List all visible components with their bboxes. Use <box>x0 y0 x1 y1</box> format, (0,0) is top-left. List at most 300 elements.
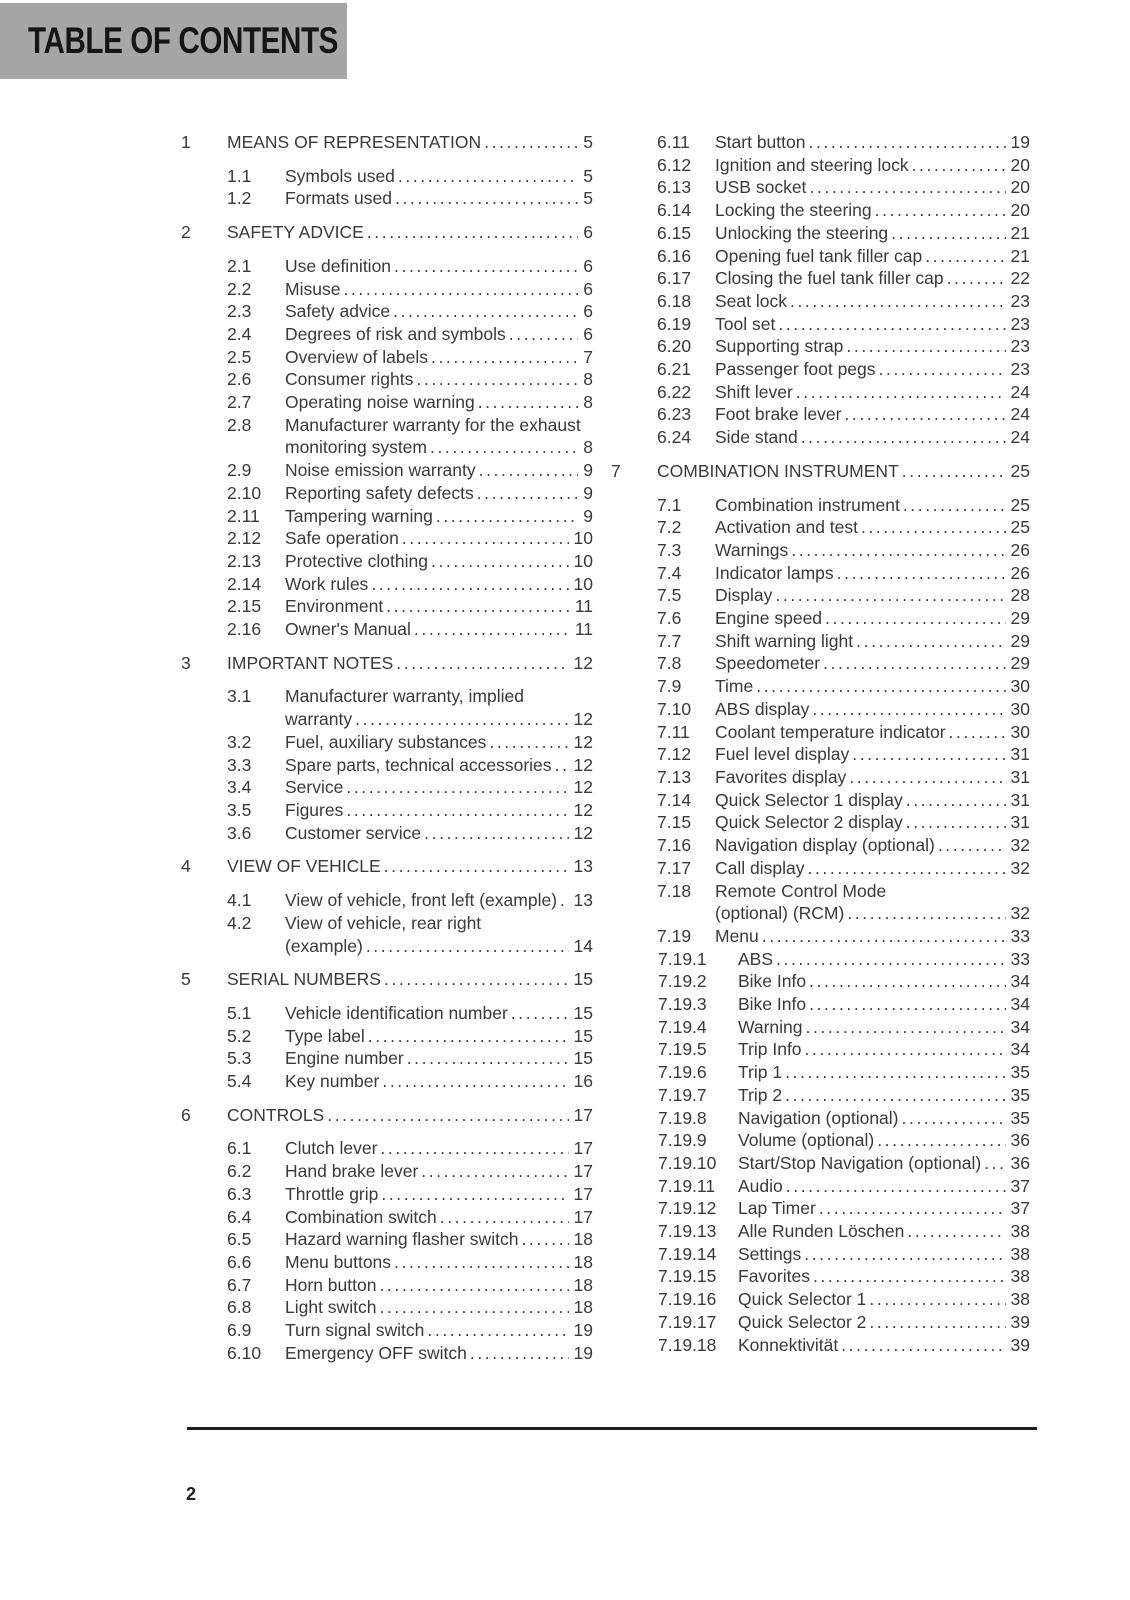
entry-number: 2.11 <box>227 505 260 526</box>
footer-rule <box>187 1427 1037 1430</box>
entry-title: Tampering warning <box>285 505 433 526</box>
entry-title: MEANS OF REPRESENTATION <box>227 132 482 152</box>
entry-title: Engine number <box>285 1048 404 1069</box>
dot-leader <box>823 652 1005 675</box>
toc-line <box>181 323 593 346</box>
toc-line <box>611 516 1030 539</box>
dot-leader <box>801 426 1006 449</box>
toc-line <box>611 426 1030 449</box>
toc-line <box>181 1342 593 1365</box>
dot-leader <box>807 857 1005 880</box>
entry-page: 35 <box>1010 1084 1030 1105</box>
entry-title: Closing the fuel tank filler cap <box>715 268 944 289</box>
toc-line <box>181 550 593 573</box>
toc-line <box>181 1070 593 1093</box>
toc-line <box>181 459 593 482</box>
toc-line <box>611 335 1030 358</box>
entry-number: 7.19.6 <box>658 1062 707 1083</box>
toc-entry-row <box>181 550 593 573</box>
toc-line <box>611 1084 1030 1107</box>
toc-entry-row <box>611 1152 1030 1175</box>
entry-title: Protective clothing <box>285 550 428 571</box>
toc-line <box>611 1129 1030 1152</box>
entry-title: Settings <box>738 1243 802 1264</box>
entry-title: Warnings <box>715 539 789 560</box>
entry-page: 25 <box>1010 494 1030 515</box>
toc-entry-row <box>611 1197 1030 1220</box>
entry-number: 7.19.17 <box>658 1311 717 1332</box>
entry-title: Operating noise warning <box>285 392 475 413</box>
page-header <box>0 3 347 79</box>
entry-number: 6.4 <box>227 1206 252 1227</box>
entry-page: 11 <box>574 619 593 640</box>
toc-line <box>611 460 1030 483</box>
entry-page: 23 <box>1010 290 1030 311</box>
toc-line <box>181 1047 593 1070</box>
toc-line <box>611 743 1030 766</box>
entry-title-continued: (optional) (RCM) <box>715 903 845 924</box>
entry-number: 2.13 <box>227 550 262 571</box>
entry-number: 6.6 <box>227 1251 252 1272</box>
entry-page: 8 <box>583 392 593 413</box>
dot-leader <box>394 1251 568 1274</box>
dot-leader <box>856 630 1005 653</box>
toc-line <box>611 1175 1030 1198</box>
toc-line <box>181 1002 593 1025</box>
entry-page: 34 <box>1010 1039 1030 1060</box>
dot-leader <box>846 335 1005 358</box>
toc-entry-row <box>611 721 1030 744</box>
entry-title: Vehicle identification number <box>285 1002 508 1023</box>
toc-line <box>611 811 1030 834</box>
entry-number: 7.5 <box>657 585 682 606</box>
entry-page: 12 <box>573 731 593 752</box>
entry-title: ABS display <box>715 698 810 719</box>
entry-number: 3 <box>181 652 191 673</box>
entry-number: 7.19 <box>657 925 692 946</box>
toc-entry-row <box>611 516 1030 539</box>
entry-page: 31 <box>1010 812 1030 833</box>
entry-title: Menu buttons <box>285 1251 392 1272</box>
entry-number: 7.14 <box>657 789 692 810</box>
entry-title: Throttle grip <box>285 1183 379 1204</box>
toc-entry-row <box>611 857 1030 880</box>
entry-number: 7.15 <box>657 812 692 833</box>
dot-leader <box>393 300 578 323</box>
toc-entry-row <box>611 970 1030 993</box>
entry-title: Indicator lamps <box>715 562 834 583</box>
entry-number: 6.5 <box>227 1229 252 1250</box>
dot-leader <box>384 968 569 991</box>
entry-number: 6.10 <box>227 1342 262 1363</box>
entry-title: Audio <box>738 1175 783 1196</box>
toc-entry-row <box>181 346 593 369</box>
toc-entry-row <box>611 789 1030 812</box>
dot-leader <box>379 1296 568 1319</box>
toc-column-right <box>611 131 1030 1356</box>
dot-leader <box>756 675 1005 698</box>
entry-page: 9 <box>583 482 593 503</box>
entry-title-continued: (example) <box>285 935 363 956</box>
entry-number: 6.2 <box>227 1161 252 1182</box>
entry-title: Unlocking the steering <box>715 222 889 243</box>
toc-entry-row <box>181 1274 593 1297</box>
entry-number: 2.16 <box>227 619 262 640</box>
entry-title: Call display <box>715 857 805 878</box>
toc-line <box>611 857 1030 880</box>
toc-entry-row <box>611 1084 1030 1107</box>
entry-title: Degrees of risk and symbols <box>285 323 506 344</box>
entry-title-continued: warranty <box>285 709 353 730</box>
toc-line <box>181 165 593 188</box>
entry-title: Horn button <box>285 1274 377 1295</box>
toc-line <box>181 391 593 414</box>
toc-line <box>611 1265 1030 1288</box>
entry-title: Safety advice <box>285 301 391 322</box>
toc-line <box>611 199 1030 222</box>
entry-page: 33 <box>1010 948 1030 969</box>
entry-page: 15 <box>573 969 593 990</box>
dot-leader <box>791 539 1005 562</box>
dot-leader <box>381 1183 568 1206</box>
toc-entry-row <box>611 811 1030 834</box>
dot-leader <box>511 1002 569 1025</box>
dot-leader <box>869 1288 1005 1311</box>
toc-line <box>611 652 1030 675</box>
entry-page: 17 <box>573 1183 593 1204</box>
toc-entry-row <box>181 685 593 730</box>
dot-leader <box>906 789 1006 812</box>
dot-leader <box>395 187 578 210</box>
toc-line <box>181 1319 593 1342</box>
dot-leader <box>949 721 1006 744</box>
toc-column-left <box>181 131 593 1364</box>
entry-title: Navigation display (optional) <box>715 835 935 856</box>
entry-page: 35 <box>1010 1107 1030 1128</box>
entry-title: Side stand <box>715 427 798 448</box>
toc-chapter-row <box>181 652 593 675</box>
entry-title: Display <box>715 585 773 606</box>
dot-leader <box>869 1311 1005 1334</box>
dot-leader <box>382 1070 568 1093</box>
toc-line <box>611 154 1030 177</box>
toc-entry-row <box>181 187 593 210</box>
dot-leader <box>384 855 569 878</box>
toc-line <box>611 721 1030 744</box>
entry-page: 31 <box>1010 766 1030 787</box>
entry-number: 7.19.9 <box>658 1130 707 1151</box>
toc-entry-row <box>181 1137 593 1160</box>
dot-leader <box>416 368 578 391</box>
toc-entry-row <box>181 754 593 777</box>
dot-leader <box>436 505 578 528</box>
entry-number: 6.12 <box>657 154 692 175</box>
toc-entry-row <box>181 1025 593 1048</box>
entry-number: 7.19.13 <box>658 1221 717 1242</box>
entry-title: Shift warning light <box>715 630 854 651</box>
entry-number: 4.2 <box>227 912 252 933</box>
toc-line <box>611 1197 1030 1220</box>
entry-number: 2.2 <box>227 278 252 299</box>
entry-number: 2.6 <box>227 369 252 390</box>
dot-leader <box>386 595 570 618</box>
entry-page: 10 <box>573 528 593 549</box>
dot-leader <box>891 222 1005 245</box>
entry-number: 7 <box>611 460 621 481</box>
entry-page: 8 <box>583 369 593 390</box>
toc-line <box>611 562 1030 585</box>
toc-entry-row <box>611 154 1030 177</box>
toc-entry-row <box>611 494 1030 517</box>
dot-leader <box>902 1107 1006 1130</box>
dot-leader <box>813 1265 1006 1288</box>
toc-entry-row <box>181 1183 593 1206</box>
dot-leader <box>809 993 1005 1016</box>
entry-page: 31 <box>1010 789 1030 810</box>
entry-title-continued: monitoring system <box>285 437 427 458</box>
entry-page: 17 <box>573 1161 593 1182</box>
entry-title: Supporting strap <box>715 336 844 357</box>
entry-page: 25 <box>1010 517 1030 538</box>
entry-page: 9 <box>583 460 593 481</box>
toc-line <box>181 414 593 437</box>
toc-line <box>181 573 593 596</box>
entry-title: Safe operation <box>285 528 399 549</box>
dot-leader <box>812 698 1005 721</box>
toc-entry-row <box>611 743 1030 766</box>
dot-leader <box>809 176 1005 199</box>
dot-leader <box>414 618 570 641</box>
entry-number: 1.1 <box>227 165 252 186</box>
entry-page: 12 <box>573 709 593 730</box>
entry-title: Favorites <box>738 1266 810 1287</box>
dot-leader <box>778 313 1005 336</box>
toc-line <box>611 925 1030 948</box>
dot-leader <box>343 278 578 301</box>
entry-title: Fuel level display <box>715 744 850 765</box>
entry-title: Bike Info <box>738 971 807 992</box>
entry-title: Manufacturer warranty, implied <box>285 686 524 707</box>
toc-line <box>181 300 593 323</box>
toc-line <box>611 1038 1030 1061</box>
toc-line <box>611 245 1030 268</box>
entry-title: IMPORTANT NOTES <box>227 652 394 673</box>
dot-leader <box>327 1104 568 1127</box>
toc-entry-row <box>181 391 593 414</box>
entry-page: 23 <box>1010 359 1030 380</box>
toc-line <box>611 313 1030 336</box>
entry-page: 30 <box>1010 698 1030 719</box>
entry-page: 28 <box>1010 585 1030 606</box>
entry-title: Symbols used <box>285 165 395 186</box>
dot-leader <box>947 267 1006 290</box>
entry-page: 12 <box>573 799 593 820</box>
entry-title: Clutch lever <box>285 1138 378 1159</box>
entry-title: Bike Info <box>738 994 807 1015</box>
toc-entry-row <box>611 245 1030 268</box>
toc-entry-row <box>181 1206 593 1229</box>
entry-number: 2.14 <box>227 573 262 594</box>
entry-number: 1.2 <box>227 188 252 209</box>
toc-line <box>181 754 593 777</box>
toc-line <box>611 1107 1030 1130</box>
entry-title: Foot brake lever <box>715 404 842 425</box>
entry-number: 7.19.11 <box>658 1175 716 1196</box>
entry-page: 32 <box>1010 903 1030 924</box>
toc-line <box>611 675 1030 698</box>
entry-page: 16 <box>573 1071 593 1092</box>
toc-line <box>181 1025 593 1048</box>
entry-page: 10 <box>573 573 593 594</box>
toc-line-continuation <box>181 436 593 459</box>
entry-number: 6.17 <box>657 268 692 289</box>
entry-page: 32 <box>1010 857 1030 878</box>
entry-page: 34 <box>1010 971 1030 992</box>
toc-line <box>181 278 593 301</box>
toc-line <box>181 776 593 799</box>
toc-entry-row <box>611 335 1030 358</box>
entry-title: Key number <box>285 1071 380 1092</box>
entry-page: 14 <box>573 935 593 956</box>
toc-entry-row <box>181 527 593 550</box>
toc-line <box>181 912 593 935</box>
entry-number: 3.2 <box>227 731 252 752</box>
toc-line <box>611 1061 1030 1084</box>
toc-entry-row <box>181 618 593 641</box>
entry-title: Quick Selector 2 <box>738 1311 867 1332</box>
dot-leader <box>875 199 1006 222</box>
toc-line <box>611 789 1030 812</box>
toc-entry-row <box>181 822 593 845</box>
page-title: TABLE OF CONTENTS <box>28 20 339 61</box>
toc-entry-row <box>611 426 1030 449</box>
dot-leader <box>877 1129 1005 1152</box>
entry-title: Speedometer <box>715 653 821 674</box>
toc-line <box>181 799 593 822</box>
dot-leader <box>366 935 569 958</box>
entry-number: 7.19.3 <box>658 994 707 1015</box>
entry-number: 2.15 <box>227 596 262 617</box>
toc-entry-row <box>181 1251 593 1274</box>
toc-entry-row <box>611 1220 1030 1243</box>
entry-number: 6.18 <box>657 290 692 311</box>
entry-title: Remote Control Mode <box>715 880 887 901</box>
entry-page: 30 <box>1010 721 1030 742</box>
dot-leader <box>398 165 578 188</box>
entry-page: 26 <box>1010 539 1030 560</box>
entry-page: 7 <box>583 346 593 367</box>
entry-title: Combination switch <box>285 1206 437 1227</box>
entry-page: 18 <box>573 1251 593 1272</box>
entry-page: 25 <box>1010 460 1030 481</box>
entry-number: 2.7 <box>227 392 252 413</box>
entry-page: 5 <box>583 132 593 152</box>
toc-entry-row <box>181 1047 593 1070</box>
toc-entry-row <box>611 948 1030 971</box>
dot-leader <box>907 1220 1005 1243</box>
entry-number: 2.8 <box>227 414 252 435</box>
toc-line <box>611 358 1030 381</box>
toc-entry-row <box>611 1265 1030 1288</box>
entry-page: 15 <box>573 1025 593 1046</box>
toc-line <box>181 221 593 244</box>
entry-page: 18 <box>573 1229 593 1250</box>
toc-line <box>181 255 593 278</box>
dot-leader <box>489 731 568 754</box>
entry-title: Noise emission warranty <box>285 460 476 481</box>
toc-entry-row <box>611 584 1030 607</box>
toc-entry-row <box>611 1175 1030 1198</box>
entry-number: 7.8 <box>657 653 682 674</box>
entry-page: 29 <box>1010 630 1030 651</box>
dot-leader <box>367 221 578 244</box>
dot-leader <box>849 766 1005 789</box>
toc-chapter-row <box>181 855 593 878</box>
toc-line <box>181 131 593 154</box>
entry-page: 31 <box>1010 744 1030 765</box>
dot-leader <box>806 1016 1006 1039</box>
entry-number: 6.13 <box>657 177 692 198</box>
dot-leader <box>805 1038 1006 1061</box>
entry-page: 12 <box>573 754 593 775</box>
toc-entry-row <box>611 403 1030 426</box>
entry-title: Reporting safety defects <box>285 482 474 503</box>
toc-entry-row <box>181 278 593 301</box>
toc-entry-row <box>181 1002 593 1025</box>
entry-number: 1 <box>181 132 191 152</box>
toc-entry-row <box>181 255 593 278</box>
entry-number: 6.1 <box>227 1138 252 1159</box>
entry-title: Misuse <box>285 278 341 299</box>
dot-leader <box>762 925 1006 948</box>
entry-number: 7.19.15 <box>658 1266 717 1287</box>
toc-entry-row <box>611 562 1030 585</box>
toc-entry-row <box>611 1243 1030 1266</box>
dot-leader <box>484 131 578 154</box>
toc-line <box>181 855 593 878</box>
toc-line <box>611 970 1030 993</box>
toc-entry-row <box>611 675 1030 698</box>
toc-entry-row <box>611 176 1030 199</box>
dot-leader <box>847 902 1005 925</box>
toc-entry-row <box>181 414 593 459</box>
dot-leader <box>861 516 1006 539</box>
entry-number: 4.1 <box>227 890 252 911</box>
entry-page: 37 <box>1010 1198 1030 1219</box>
entry-title: Konnektivität <box>738 1334 839 1355</box>
entry-number: 7.17 <box>657 857 692 878</box>
entry-page: 6 <box>583 255 593 276</box>
entry-number: 7.19.10 <box>658 1152 717 1173</box>
toc-entry-row <box>611 925 1030 948</box>
dot-leader <box>355 708 568 731</box>
entry-page: 11 <box>574 596 593 617</box>
entry-number: 7.12 <box>657 744 692 765</box>
entry-page: 21 <box>1010 245 1030 266</box>
toc-line <box>611 880 1030 903</box>
entry-page: 17 <box>573 1138 593 1159</box>
toc-chapter-row <box>181 1104 593 1127</box>
entry-page: 17 <box>573 1206 593 1227</box>
dot-leader <box>809 970 1005 993</box>
toc-chapter-row <box>611 460 1030 483</box>
toc-line <box>181 1251 593 1274</box>
entry-number: 3.6 <box>227 822 252 843</box>
toc-entry-row <box>611 766 1030 789</box>
entry-number: 7.19.12 <box>658 1198 717 1219</box>
entry-title: USB socket <box>715 177 807 198</box>
toc-line <box>181 968 593 991</box>
